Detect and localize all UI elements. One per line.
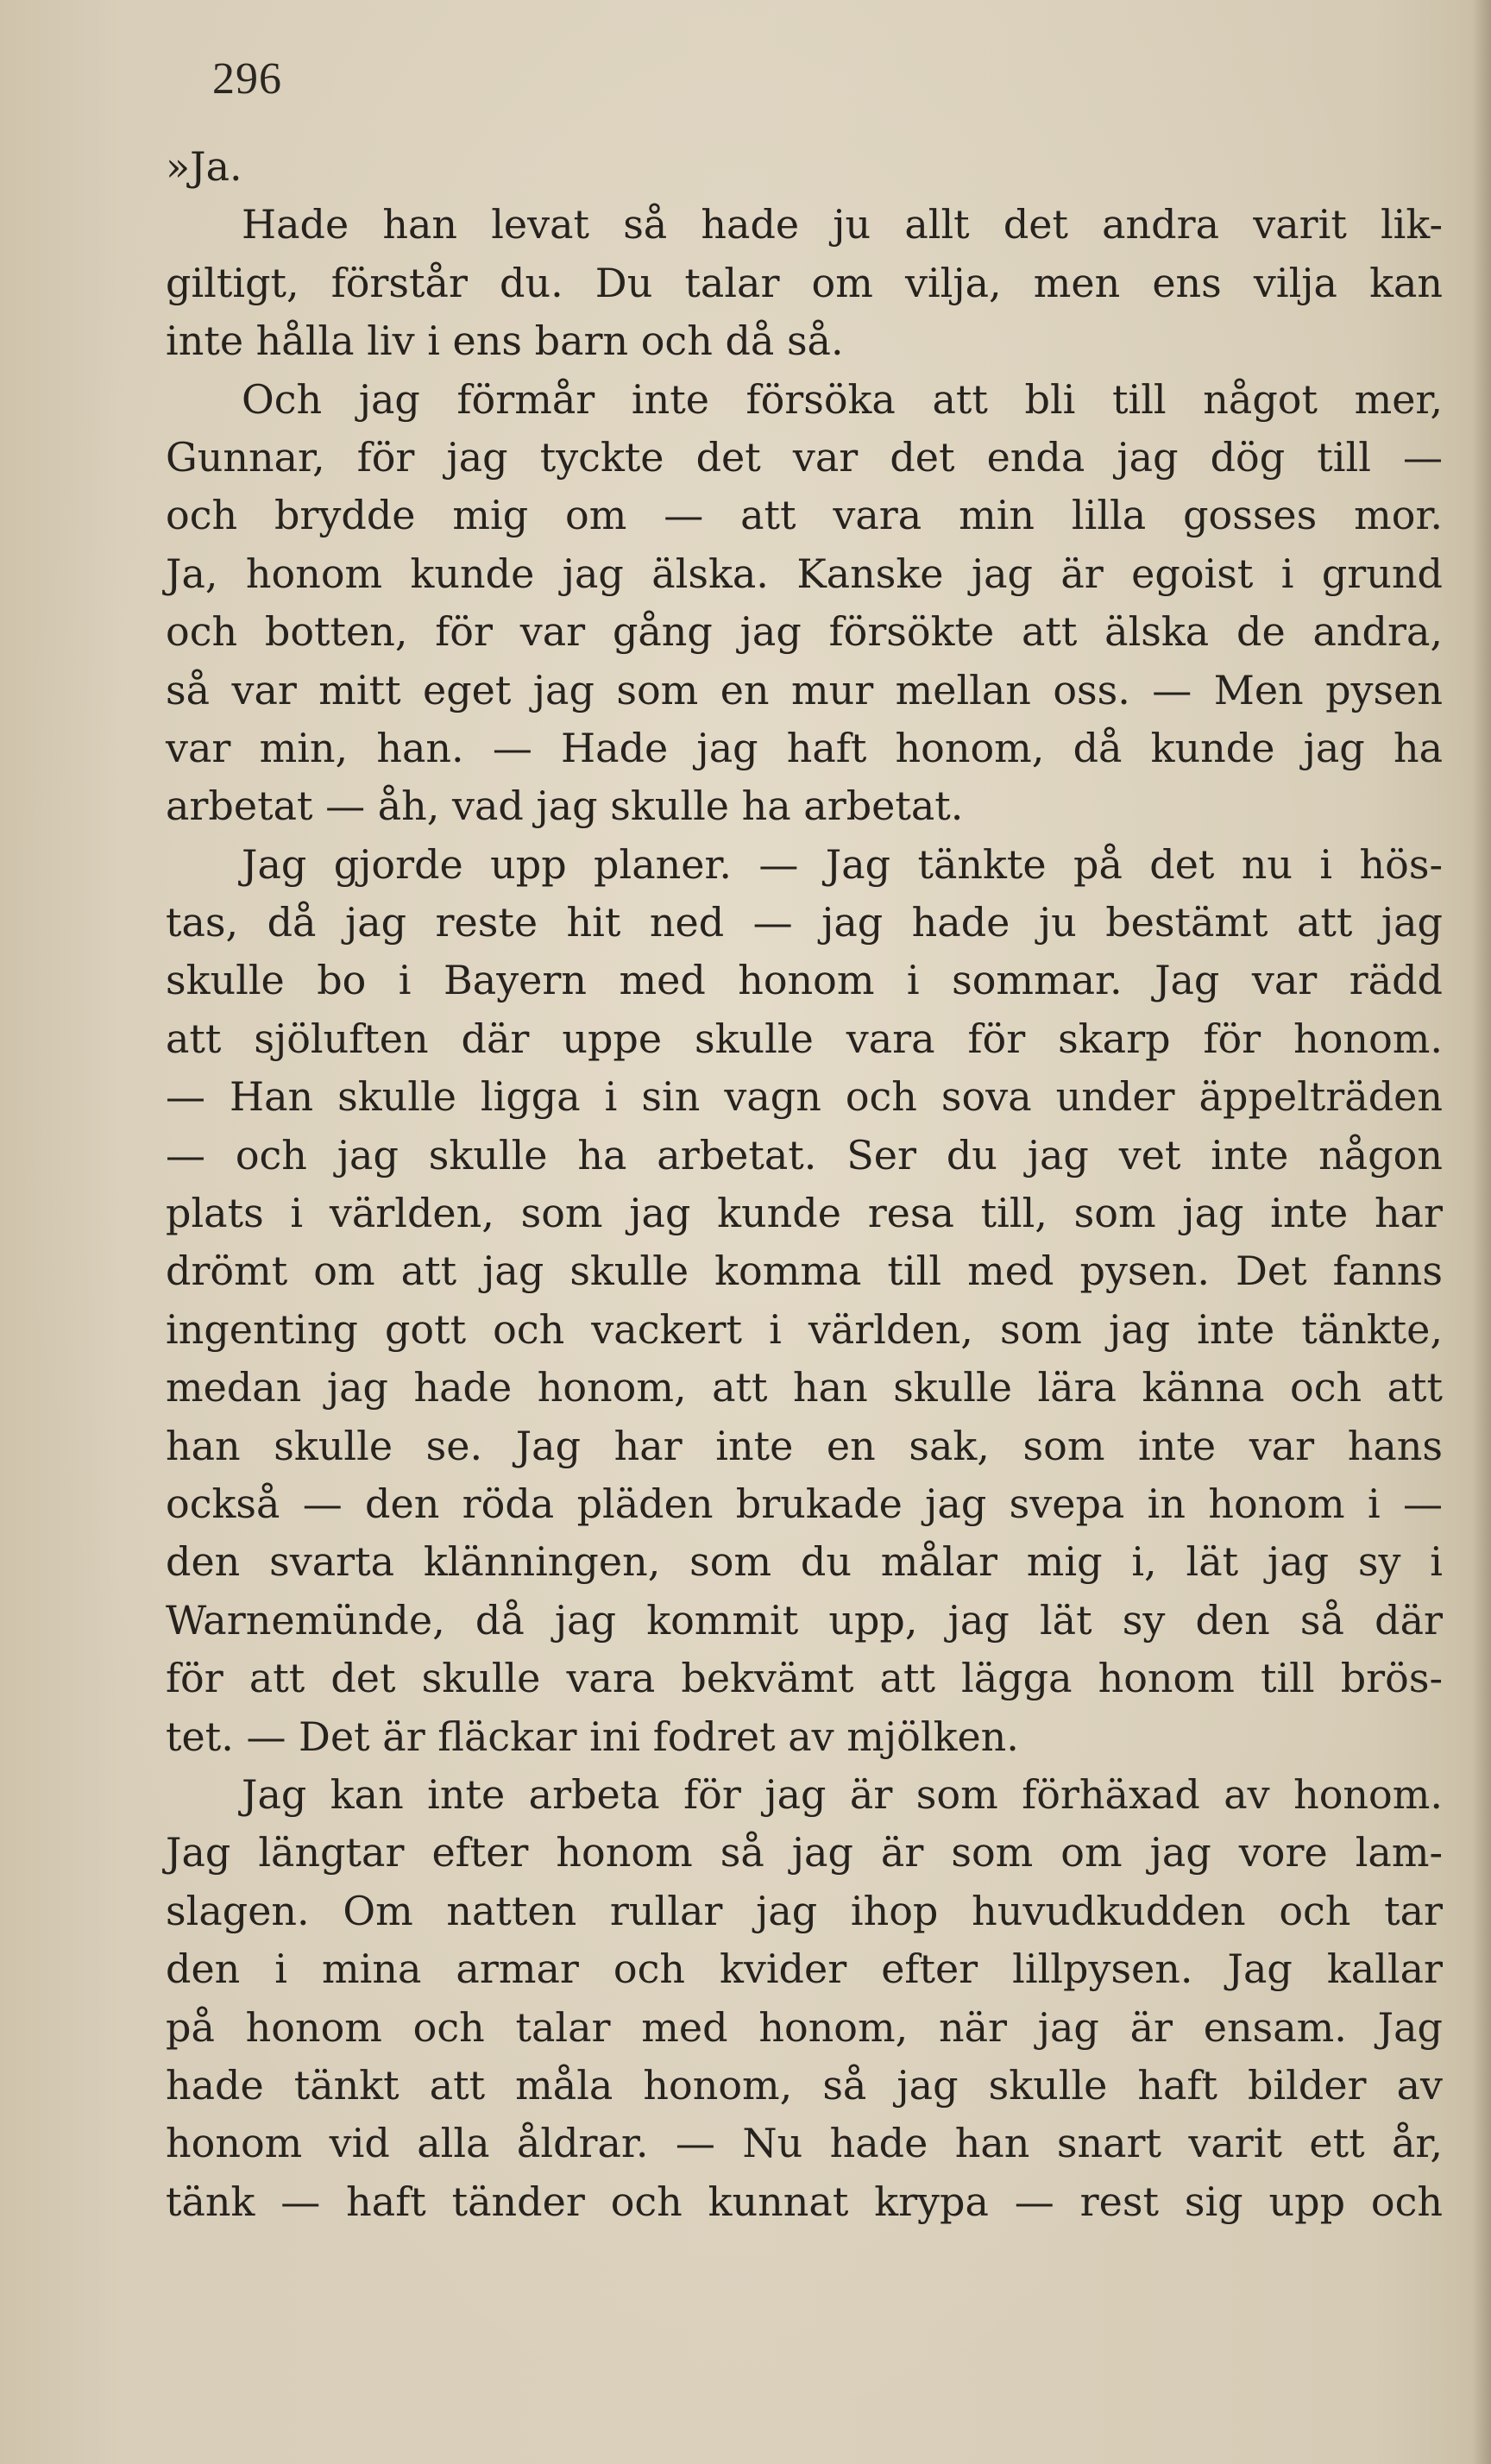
page-number: 296 <box>212 54 282 104</box>
text-line: Hade han levat så hade ju allt det andra varit lik- <box>242 201 1443 248</box>
text-line: den svarta klänningen, som du målar mig i, lät jag sy i <box>166 1538 1443 1586</box>
text-line: — och jag skulle ha arbetat. Ser du jag vet inte någon <box>166 1131 1443 1179</box>
text-line: Warnemünde, då jag kommit upp, jag lät sy den så där <box>166 1596 1443 1644</box>
text-line: honom vid alla åldrar. — Nu hade han snart varit ett år, <box>166 2120 1443 2167</box>
text-line: medan jag hade honom, att han skulle lära känna och att <box>166 1364 1443 1411</box>
text-line: så var mitt eget jag som en mur mellan oss. — Men pysen <box>166 666 1443 713</box>
text-line: tas, då jag reste hit ned — jag hade ju bestämt att jag <box>166 899 1443 946</box>
text-line: — Han skulle ligga i sin vagn och sova under äppelträden <box>166 1073 1443 1121</box>
text-line: tänk — haft tänder och kunnat krypa — rest sig upp och <box>166 2178 1443 2225</box>
text-line: ingenting gott och vackert i världen, som jag inte tänkte, <box>166 1305 1443 1353</box>
text-line: arbetat — åh, vad jag skulle ha arbetat. <box>166 783 964 830</box>
text-line: för att det skulle vara bekvämt att lägga honom till brös- <box>166 1655 1443 1702</box>
text-line: Jag kan inte arbeta för jag är som förhäxad av honom. <box>242 1770 1443 1818</box>
text-line: hade tänkt att måla honom, så jag skulle haft bilder av <box>166 2061 1443 2109</box>
text-line: »Ja. <box>166 143 242 190</box>
page-edge-shadow <box>1472 0 1491 2464</box>
text-line: Jag längtar efter honom så jag är som om jag vore lam- <box>166 1829 1443 1876</box>
text-line: att sjöluften där uppe skulle vara för skarp för honom. <box>166 1015 1443 1062</box>
body-text <box>166 138 1443 2231</box>
text-line: tet. — Det är fläckar ini fodret av mjölken. <box>166 1713 1019 1760</box>
text-line: drömt om att jag skulle komma till med pysen. Det fanns <box>166 1248 1443 1295</box>
text-line: han skulle se. Jag har inte en sak, som inte var hans <box>166 1422 1443 1469</box>
text-line: Jag gjorde upp planer. — Jag tänkte på det nu i hös- <box>242 840 1443 888</box>
text-line: Gunnar, för jag tyckte det var det enda jag dög till — <box>166 433 1443 481</box>
text-line: också — den röda pläden brukade jag svepa in honom i — <box>166 1480 1443 1527</box>
text-line: plats i världen, som jag kunde resa till, som jag inte har <box>166 1190 1443 1237</box>
text-line: och botten, för var gång jag försökte att älska de andra, <box>166 608 1443 656</box>
text-line: på honom och talar med honom, när jag är ensam. Jag <box>166 2003 1443 2051</box>
text-line: den i mina armar och kvider efter lillpysen. Jag kallar <box>166 1945 1443 1993</box>
text-line: slagen. Om natten rullar jag ihop huvudkudden och tar <box>166 1887 1443 1934</box>
text-line: skulle bo i Bayern med honom i sommar. Jag var rädd <box>166 957 1443 1004</box>
text-line: inte hålla liv i ens barn och då så. <box>166 317 844 365</box>
text-line: giltigt, förstår du. Du talar om vilja, men ens vilja kan <box>166 259 1443 306</box>
text-line: Och jag förmår inte försöka att bli till något mer, <box>242 375 1443 423</box>
text-line: Ja, honom kunde jag älska. Kanske jag är egoist i grund <box>166 550 1443 597</box>
text-line: och brydde mig om — att vara min lilla gosses mor. <box>166 492 1443 539</box>
text-line: var min, han. — Hade jag haft honom, då kunde jag ha <box>166 724 1443 771</box>
